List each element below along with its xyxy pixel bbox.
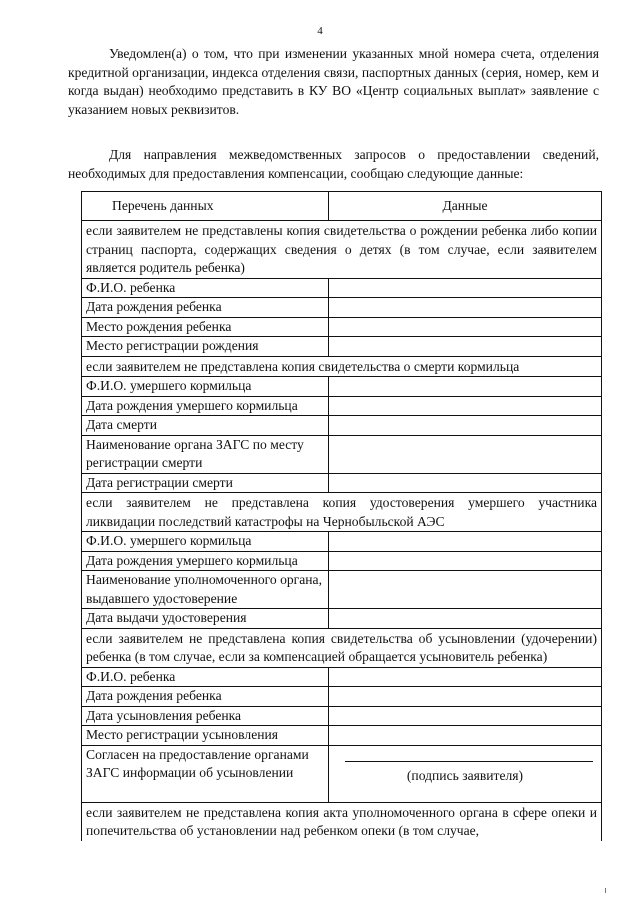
- data-cell[interactable]: [329, 317, 602, 337]
- section-title: если заявителем не представлена копия акта уполномоченного органа в сфере опеки и попечительства об установлении над ребенком опеки (в том случае,: [82, 802, 602, 841]
- notice-paragraph: Уведомлен(а) о том, что при изменении указанных мной номера счета, отделения кредитной организации, индекса отделения связи, паспортных данных (серия, номер, кем и когда выдан) необходимо представить в КУ ВО «Центр социальных выплат» заявление с указанием новых реквизитов.: [68, 46, 599, 117]
- consent-label: Согласен на предоставление органами ЗАГС информации об усыновлении: [82, 745, 329, 802]
- table-row: [82, 377, 602, 397]
- signature-caption: (подпись заявителя): [406, 767, 524, 783]
- data-cell[interactable]: [329, 473, 602, 493]
- request-paragraph: Для направления межведомственных запросов о предоставлении сведений, необходимых для предоставления компенсации, сообщаю следующие данные:: [68, 147, 599, 181]
- table-row: [82, 337, 602, 357]
- row-label: Наименование органа ЗАГС по месту регистрации смерти: [82, 435, 329, 473]
- data-cell[interactable]: [329, 571, 602, 609]
- section-title: если заявителем не представлены копия свидетельства о рождении ребенка либо копии страниц паспорта, содержащих сведения о детях (в том случае, если заявителем является родитель ребенка): [82, 221, 602, 279]
- table-row: [82, 416, 602, 436]
- row-label: Дата рождения умершего кормильца: [82, 396, 329, 416]
- table-row: [82, 532, 602, 552]
- table-row: [82, 571, 602, 609]
- table-row: [82, 298, 602, 318]
- row-label: Дата регистрации смерти: [82, 473, 329, 493]
- table-row: [82, 435, 602, 473]
- data-cell[interactable]: [329, 551, 602, 571]
- row-label: Ф.И.О. умершего кормильца: [82, 377, 329, 397]
- data-cell[interactable]: [329, 667, 602, 687]
- table-row: [82, 551, 602, 571]
- table-header-row: [82, 192, 602, 221]
- table-row: [82, 687, 602, 707]
- data-cell[interactable]: [329, 609, 602, 629]
- table-row: [82, 473, 602, 493]
- row-label: Дата рождения ребенка: [82, 687, 329, 707]
- data-cell[interactable]: [329, 416, 602, 436]
- table-row: [82, 706, 602, 726]
- page-number: 4: [317, 25, 323, 37]
- row-label: Дата рождения умершего кормильца: [82, 551, 329, 571]
- consent-row: [82, 745, 602, 802]
- signature-cell[interactable]: [329, 745, 602, 802]
- data-cell[interactable]: [329, 687, 602, 707]
- header-data: Данные: [329, 192, 602, 221]
- header-data-list: Перечень данных: [82, 192, 329, 221]
- data-cell[interactable]: [329, 396, 602, 416]
- row-label: Дата выдачи удостоверения: [82, 609, 329, 629]
- table-row: [82, 609, 602, 629]
- row-label: Дата смерти: [82, 416, 329, 436]
- section-title: если заявителем не представлена копия свидетельства об усыновлении (удочерении) ребенка (в том случае, если за компенсацией обращается усыновитель ребенка): [82, 628, 602, 667]
- data-cell[interactable]: [329, 298, 602, 318]
- row-label: Место регистрации рождения: [82, 337, 329, 357]
- data-cell[interactable]: [329, 278, 602, 298]
- data-cell[interactable]: [329, 726, 602, 746]
- section-title: если заявителем не представлена копия удостоверения умершего участника ликвидации последствий катастрофы на Чернобыльской АЭС: [82, 493, 602, 532]
- table-row: [82, 317, 602, 337]
- row-label: Дата усыновления ребенка: [82, 706, 329, 726]
- table-row: [82, 726, 602, 746]
- table-row: [82, 667, 602, 687]
- table-row: [82, 278, 602, 298]
- scan-mark: [605, 888, 606, 893]
- data-cell[interactable]: [329, 337, 602, 357]
- data-cell[interactable]: [329, 435, 602, 473]
- data-cell[interactable]: [329, 377, 602, 397]
- data-cell[interactable]: [329, 532, 602, 552]
- signature-line: [345, 761, 593, 762]
- data-table: [81, 191, 602, 841]
- section-title: если заявителем не представлена копия свидетельства о смерти кормильца: [82, 356, 602, 377]
- row-label: Наименование уполномоченного органа, выдавшего удостоверение: [82, 571, 329, 609]
- row-label: Место рождения ребенка: [82, 317, 329, 337]
- data-cell[interactable]: [329, 706, 602, 726]
- row-label: Ф.И.О. ребенка: [82, 667, 329, 687]
- row-label: Место регистрации усыновления: [82, 726, 329, 746]
- row-label: Ф.И.О. умершего кормильца: [82, 532, 329, 552]
- row-label: Дата рождения ребенка: [82, 298, 329, 318]
- table-row: [82, 396, 602, 416]
- row-label: Ф.И.О. ребенка: [82, 278, 329, 298]
